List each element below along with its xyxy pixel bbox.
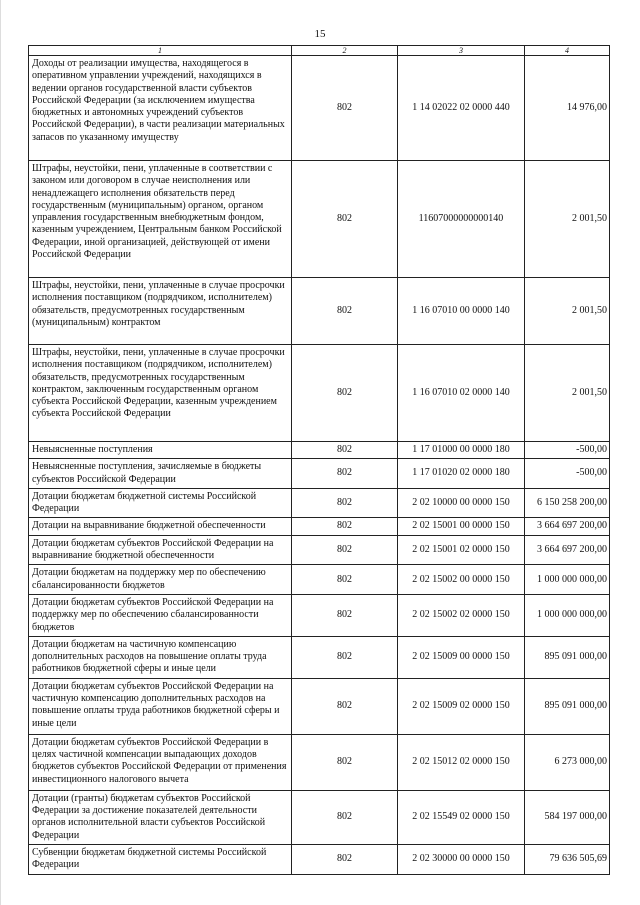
row-description: Дотации бюджетам на поддержку мер по обеспечению сбалансированности бюджетов: [29, 565, 292, 595]
row-budget-code: 1 14 02022 02 0000 440: [398, 56, 525, 161]
row-amount: 3 664 697 200,00: [525, 535, 610, 565]
page-number: 15: [314, 28, 326, 40]
row-budget-code: 2 02 15549 02 0000 150: [398, 790, 525, 844]
row-amount: 1 000 000 000,00: [525, 594, 610, 636]
row-budget-code: 2 02 15009 02 0000 150: [398, 678, 525, 734]
row-budget-code: 1 17 01020 02 0000 180: [398, 459, 525, 489]
table-row: [29, 734, 610, 790]
table-row: [29, 442, 610, 459]
row-amount: 3 664 697 200,00: [525, 518, 610, 535]
table-row: [29, 594, 610, 636]
table-body: [29, 46, 610, 875]
row-description: Штрафы, неустойки, пени, уплаченные в случае просрочки исполнения поставщиком (подрядчиком, исполнителем) обязательств, предусмотренных государственным контрактом, заключенным государственным органом субъекта Российской Федерации, казенным учреждением субъекта Российской Федерации: [29, 345, 292, 442]
row-amount: 2 001,50: [525, 161, 610, 278]
column-number-1: 1: [29, 46, 292, 56]
row-description: Невыясненные поступления, зачисляемые в бюджеты субъектов Российской Федерации: [29, 459, 292, 489]
row-description: Дотации бюджетам субъектов Российской Федерации на поддержку мер по обеспечению сбалансированности бюджетов: [29, 594, 292, 636]
row-description: Штрафы, неустойки, пени, уплаченные в случае просрочки исполнения поставщиком (подрядчиком, исполнителем) обязательств, предусмотренных государственным (муниципальным) контрактом: [29, 278, 292, 345]
row-admin-code: 802: [292, 442, 398, 459]
row-amount: 14 976,00: [525, 56, 610, 161]
column-number-4: 4: [525, 46, 610, 56]
row-budget-code: 1 16 07010 02 0000 140: [398, 345, 525, 442]
row-admin-code: 802: [292, 488, 398, 518]
row-budget-code: 2 02 30000 00 0000 150: [398, 844, 525, 874]
row-admin-code: 802: [292, 518, 398, 535]
row-budget-code: 1 17 01000 00 0000 180: [398, 442, 525, 459]
row-admin-code: 802: [292, 278, 398, 345]
row-budget-code: 2 02 15002 02 0000 150: [398, 594, 525, 636]
row-amount: 79 636 505,69: [525, 844, 610, 874]
row-budget-code: 2 02 15009 00 0000 150: [398, 636, 525, 678]
row-admin-code: 802: [292, 636, 398, 678]
budget-table: [28, 45, 610, 875]
row-amount: 6 273 000,00: [525, 734, 610, 790]
row-description: Дотации бюджетам субъектов Российской Федерации на выравнивание бюджетной обеспеченности: [29, 535, 292, 565]
row-admin-code: 802: [292, 844, 398, 874]
row-budget-code: 2 02 15012 02 0000 150: [398, 734, 525, 790]
row-description: Штрафы, неустойки, пени, уплаченные в соответствии с законом или договором в случае неисполнения или ненадлежащего исполнения обязательств перед государственным (муниципальным) органом, органом управления государственным внебюджетным фондом, казенным учреждением, Центральным банком Российской Федерации, иной организацией, действующей от имени Российской Федерации: [29, 161, 292, 278]
scan-edge-left: [0, 0, 1, 905]
row-amount: 895 091 000,00: [525, 636, 610, 678]
column-number-2: 2: [292, 46, 398, 56]
row-description: Дотации бюджетам субъектов Российской Федерации на частичную компенсацию дополнительных расходов на повышение оплаты труда работников бюджетной сферы и иные цели: [29, 678, 292, 734]
row-amount: 1 000 000 000,00: [525, 565, 610, 595]
row-description: Дотации бюджетам бюджетной системы Российской Федерации: [29, 488, 292, 518]
table-row: [29, 56, 610, 161]
row-admin-code: 802: [292, 161, 398, 278]
row-admin-code: 802: [292, 678, 398, 734]
row-admin-code: 802: [292, 565, 398, 595]
row-admin-code: 802: [292, 56, 398, 161]
row-admin-code: 802: [292, 734, 398, 790]
row-amount: 6 150 258 200,00: [525, 488, 610, 518]
table-row: [29, 790, 610, 844]
table-row: [29, 161, 610, 278]
row-admin-code: 802: [292, 594, 398, 636]
row-description: Дотации бюджетам субъектов Российской Федерации в целях частичной компенсации выпадающих доходов бюджетов субъектов Российской Федерации от применения инвестиционного налогового вычета: [29, 734, 292, 790]
table-row: [29, 518, 610, 535]
row-admin-code: 802: [292, 535, 398, 565]
row-description: Дотации на выравнивание бюджетной обеспеченности: [29, 518, 292, 535]
row-amount: -500,00: [525, 459, 610, 489]
table-row: [29, 459, 610, 489]
row-budget-code: 1 16 07010 00 0000 140: [398, 278, 525, 345]
row-description: Невыясненные поступления: [29, 442, 292, 459]
table-row: [29, 636, 610, 678]
table-row: [29, 678, 610, 734]
row-budget-code: 11607000000000140: [398, 161, 525, 278]
table-row: [29, 278, 610, 345]
row-admin-code: 802: [292, 459, 398, 489]
row-budget-code: 2 02 10000 00 0000 150: [398, 488, 525, 518]
row-description: Субвенции бюджетам бюджетной системы Российской Федерации: [29, 844, 292, 874]
row-budget-code: 2 02 15001 02 0000 150: [398, 535, 525, 565]
row-description: Дотации (гранты) бюджетам субъектов Российской Федерации за достижение показателей деятельности органов исполнительной власти субъектов Российской Федерации: [29, 790, 292, 844]
column-number-3: 3: [398, 46, 525, 56]
row-amount: -500,00: [525, 442, 610, 459]
row-budget-code: 2 02 15001 00 0000 150: [398, 518, 525, 535]
table-row: [29, 345, 610, 442]
table-row: [29, 535, 610, 565]
row-description: Доходы от реализации имущества, находящегося в оперативном управлении учреждений, находящихся в ведении органов государственной власти субъектов Российской Федерации (за исключением имущества бюджетных и автономных учреждений субъектов Российской Федерации), в части реализации материальных запасов по указанному имуществу: [29, 56, 292, 161]
table-row: [29, 844, 610, 874]
table-row: [29, 488, 610, 518]
row-budget-code: 2 02 15002 00 0000 150: [398, 565, 525, 595]
row-amount: 2 001,50: [525, 345, 610, 442]
row-description: Дотации бюджетам на частичную компенсацию дополнительных расходов на повышение оплаты труда работников бюджетной сферы и иные цели: [29, 636, 292, 678]
row-amount: 2 001,50: [525, 278, 610, 345]
table-row: [29, 565, 610, 595]
row-admin-code: 802: [292, 790, 398, 844]
row-amount: 584 197 000,00: [525, 790, 610, 844]
row-admin-code: 802: [292, 345, 398, 442]
row-amount: 895 091 000,00: [525, 678, 610, 734]
table-header-row: [29, 46, 610, 56]
